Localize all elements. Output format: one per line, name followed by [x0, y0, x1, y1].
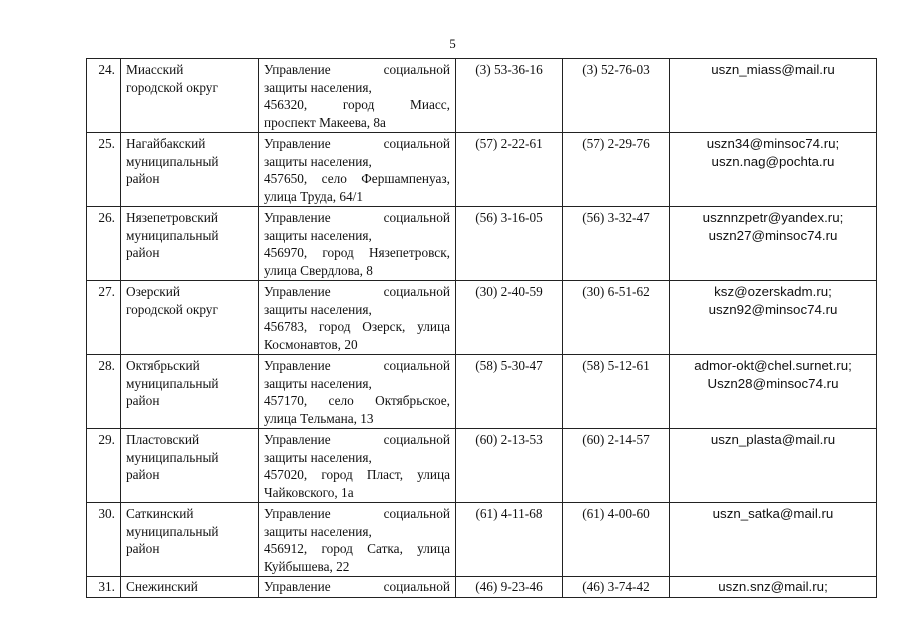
address-line: защиты населения,: [264, 301, 372, 317]
district-name: [121, 59, 259, 133]
district-line: район: [126, 171, 160, 186]
district-name: [121, 577, 259, 598]
email-link[interactable]: admor-okt@chel.surnet.ru;: [694, 358, 852, 373]
district-line: Октябрьский: [126, 358, 200, 373]
address-line: проспект Макеева, 8а: [264, 114, 386, 130]
fax-number: (57) 2-29-76: [563, 133, 670, 207]
address-line: Управление социальной: [264, 358, 450, 373]
district-line: Нагайбакский: [126, 136, 206, 151]
address-line: 456320, город Миасс,: [264, 97, 450, 112]
address-line: защиты населения,: [264, 449, 372, 465]
address-line: Куйбышева, 22: [264, 558, 350, 574]
row-number: 30.: [87, 503, 121, 577]
table-row: [87, 281, 877, 355]
email-addresses: [670, 355, 877, 429]
table-row: [87, 577, 877, 598]
address-line: 456970, город Нязепетровск,: [264, 245, 450, 260]
organization-address: [259, 355, 456, 429]
row-number: 28.: [87, 355, 121, 429]
fax-number: (61) 4-00-60: [563, 503, 670, 577]
email-addresses: [670, 503, 877, 577]
district-line: городской округ: [126, 79, 218, 95]
email-link[interactable]: uszn27@minsoc74.ru: [708, 227, 838, 243]
district-line: муниципальный: [126, 449, 219, 465]
district-line: муниципальный: [126, 523, 219, 539]
district-line: муниципальный: [126, 227, 219, 243]
page-number: 5: [449, 36, 456, 51]
phone-number: (30) 2-40-59: [456, 281, 563, 355]
email-addresses: [670, 577, 877, 598]
row-number: 25.: [87, 133, 121, 207]
email-link[interactable]: uszn_plasta@mail.ru: [710, 432, 836, 447]
address-line: Управление социальной: [264, 432, 450, 447]
organization-address: [259, 281, 456, 355]
address-line: Управление социальной: [264, 506, 450, 521]
phone-number: (56) 3-16-05: [456, 207, 563, 281]
district-line: район: [126, 393, 160, 408]
address-line: защиты населения,: [264, 375, 372, 391]
table-row: [87, 503, 877, 577]
fax-number: (46) 3-74-42: [563, 577, 670, 598]
district-name: [121, 503, 259, 577]
address-line: защиты населения,: [264, 153, 372, 169]
district-line: Нязепетровский: [126, 210, 218, 225]
fax-number: (56) 3-32-47: [563, 207, 670, 281]
address-line: 457020, город Пласт, улица: [264, 467, 450, 482]
email-addresses: [670, 59, 877, 133]
email-link[interactable]: ksz@ozerskadm.ru;: [714, 284, 832, 299]
table-row: [87, 429, 877, 503]
organization-address: [259, 207, 456, 281]
email-link[interactable]: uszn92@minsoc74.ru: [708, 301, 838, 317]
table-row: [87, 59, 877, 133]
fax-number: (60) 2-14-57: [563, 429, 670, 503]
phone-number: (61) 4-11-68: [456, 503, 563, 577]
district-line: Миасский: [126, 62, 184, 77]
table-row: [87, 207, 877, 281]
phone-number: (3) 53-36-16: [456, 59, 563, 133]
address-line: улица Труда, 64/1: [264, 188, 364, 204]
district-name: [121, 133, 259, 207]
email-addresses: [670, 429, 877, 503]
district-name: [121, 207, 259, 281]
email-link[interactable]: usznnzpetr@yandex.ru;: [702, 210, 844, 225]
address-line: 456783, город Озерск, улица: [264, 319, 450, 334]
fax-number: (58) 5-12-61: [563, 355, 670, 429]
row-number: 27.: [87, 281, 121, 355]
organization-address: [259, 503, 456, 577]
fax-number: (30) 6-51-62: [563, 281, 670, 355]
district-line: Пластовский: [126, 432, 200, 447]
district-line: муниципальный: [126, 375, 219, 391]
address-line: Космонавтов, 20: [264, 336, 358, 352]
table-body: [87, 59, 877, 598]
district-line: район: [126, 245, 160, 260]
address-line: Управление социальной: [264, 579, 450, 594]
organization-address: [259, 429, 456, 503]
email-link[interactable]: uszn_satka@mail.ru: [712, 506, 834, 521]
address-line: Управление социальной: [264, 210, 450, 225]
address-line: защиты населения,: [264, 227, 372, 243]
address-line: 456912, город Сатка, улица: [264, 541, 450, 556]
email-link[interactable]: uszn34@minsoc74.ru;: [706, 136, 840, 151]
address-line: Управление социальной: [264, 62, 450, 77]
address-line: Чайковского, 1а: [264, 484, 354, 500]
phone-number: (58) 5-30-47: [456, 355, 563, 429]
address-line: 457170, село Октябрьское,: [264, 393, 450, 408]
address-line: защиты населения,: [264, 79, 372, 95]
district-line: городской округ: [126, 301, 218, 317]
district-line: Озерский: [126, 284, 180, 299]
district-name: [121, 355, 259, 429]
row-number: 31.: [87, 577, 121, 598]
phone-number: (60) 2-13-53: [456, 429, 563, 503]
address-line: 457650, село Фершампенуаз,: [264, 171, 450, 186]
email-addresses: [670, 207, 877, 281]
row-number: 26.: [87, 207, 121, 281]
table-row: [87, 133, 877, 207]
email-addresses: [670, 133, 877, 207]
district-line: муниципальный: [126, 153, 219, 169]
email-link[interactable]: uszn.snz@mail.ru;: [718, 579, 828, 594]
district-name: [121, 429, 259, 503]
district-name: [121, 281, 259, 355]
email-link[interactable]: Uszn28@minsoc74.ru: [707, 375, 839, 391]
organization-address: [259, 577, 456, 598]
district-line: Снежинский: [126, 579, 198, 594]
phone-number: (46) 9-23-46: [456, 577, 563, 598]
organization-address: [259, 133, 456, 207]
contacts-table: [86, 58, 877, 598]
table-row: [87, 355, 877, 429]
organization-address: [259, 59, 456, 133]
fax-number: (3) 52-76-03: [563, 59, 670, 133]
address-line: Управление социальной: [264, 136, 450, 151]
row-number: 29.: [87, 429, 121, 503]
district-line: район: [126, 467, 160, 482]
address-line: защиты населения,: [264, 523, 372, 539]
address-line: улица Тельмана, 13: [264, 410, 374, 426]
row-number: 24.: [87, 59, 121, 133]
address-line: улица Свердлова, 8: [264, 262, 373, 278]
address-line: Управление социальной: [264, 284, 450, 299]
email-link[interactable]: uszn_miass@mail.ru: [711, 62, 835, 77]
district-line: район: [126, 541, 160, 556]
email-link[interactable]: uszn.nag@pochta.ru: [711, 153, 835, 169]
email-addresses: [670, 281, 877, 355]
district-line: Саткинский: [126, 506, 194, 521]
phone-number: (57) 2-22-61: [456, 133, 563, 207]
